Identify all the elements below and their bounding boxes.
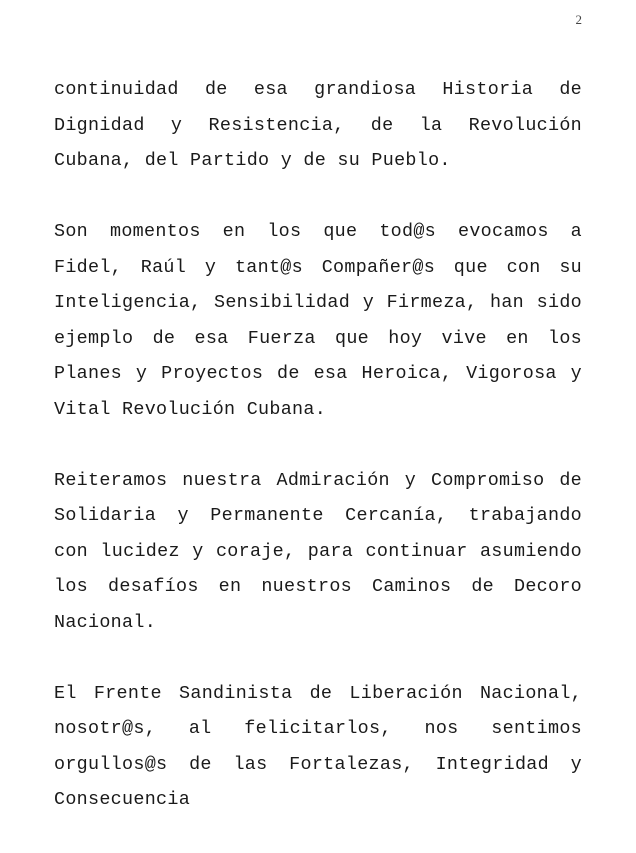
paragraph-evocation: Son momentos en los que tod@s evocamos a Fidel, Raúl y tant@s Compañer@s que con su Inteligencia, Sensibilidad y Firmeza, han sido ejemplo de esa Fuerza que hoy vive en los Planes y Proyectos de esa Heroica, Vigorosa y Vital Revolución Cubana. xyxy=(54,221,582,420)
paragraph-fsln: El Frente Sandinista de Liberación Nacional, nosotr@s, al felicitarlos, nos sentimos orgullos@s de las Fortalezas, Integridad y Consecuencia xyxy=(54,682,582,810)
paragraph-continuity: continuidad de esa grandiosa Historia de Dignidad y Resistencia, de la Revolución Cubana, del Partido y de su Pueblo. xyxy=(54,79,582,171)
paragraph-commitment: Reiteramos nuestra Admiración y Compromiso de Solidaria y Permanente Cercanía, trabajando con lucidez y coraje, para continuar asumiendo los desafíos en nuestros Caminos de Decoro Nacional. xyxy=(54,469,582,633)
page-number: 2 xyxy=(575,12,582,27)
document-body xyxy=(54,72,582,853)
